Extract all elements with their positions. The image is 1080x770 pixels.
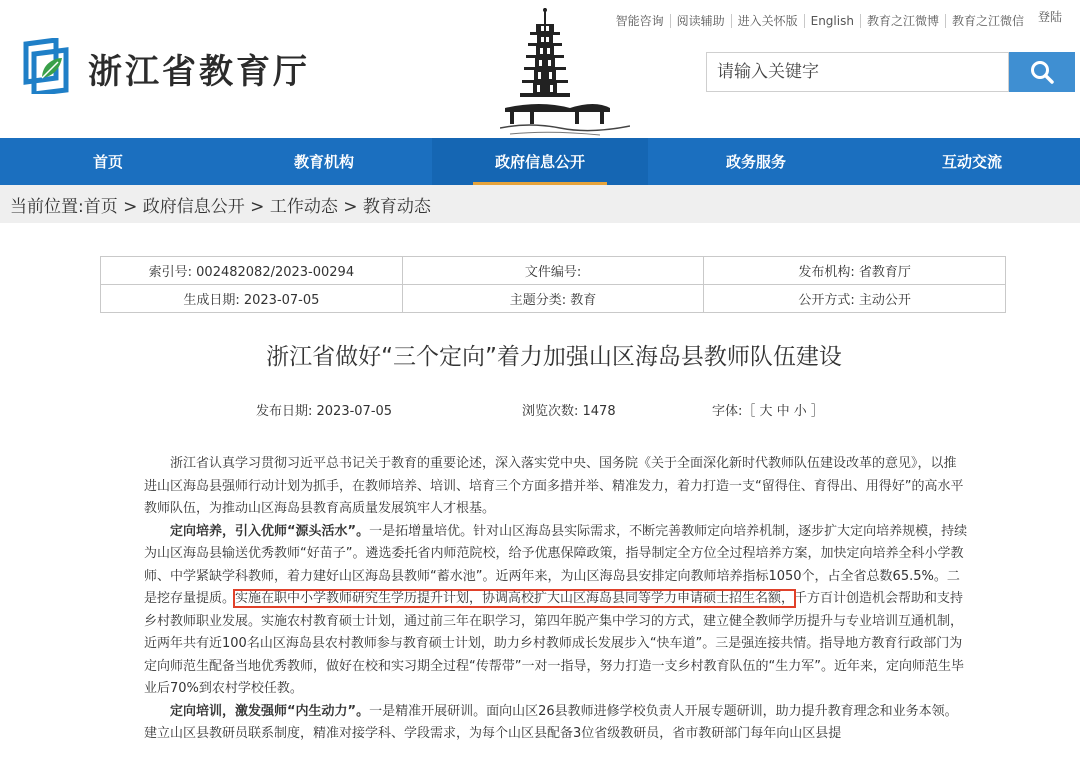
main-nav	[0, 138, 1080, 185]
education-department-logo[interactable]	[20, 38, 74, 94]
login-link[interactable]: 登陆	[1037, 10, 1062, 24]
paragraph-targeted-study	[144, 701, 969, 746]
meta-file-no: 文件编号:	[402, 257, 704, 285]
paragraph-text: 一是精准开展研训。面向山区26县教师进修学校负责人开展专题研训，助力提升教育理念和业务本领。建立山区县教研员联系制度，精准对接学科、学段需求，为每个山区县配备3位省级教研员，省市教研部门每年向山区县提	[144, 703, 958, 741]
search-input[interactable]	[707, 53, 1008, 91]
site-header	[0, 0, 1080, 138]
top-links	[610, 8, 1062, 28]
site-name: 浙江省教育厅	[88, 52, 310, 92]
paragraph-targeted-training	[144, 521, 969, 701]
search-box	[706, 52, 1009, 92]
view-count: 浏览次数: 1478	[522, 404, 616, 419]
nav-institutions[interactable]: 教育机构	[293, 153, 354, 171]
document-meta-table	[100, 256, 1006, 313]
font-size-selector[interactable]: 字体:［ 大 中 小 ］	[712, 404, 824, 419]
heading-targeted-training: 定向培养，引入优师“源头活水”。	[170, 523, 370, 539]
nav-interaction[interactable]: 互动交流	[941, 153, 1002, 171]
meta-category: 主题分类: 教育	[402, 285, 704, 313]
publish-date: 发布日期: 2023-07-05	[256, 404, 393, 419]
link-care-version[interactable]: 进入关怀版	[731, 14, 804, 28]
highlighted-text: 实施在职中小学教师研究生学历提升计划，协调高校扩大山区海岛县同等学力申请硕士招生名额，	[235, 591, 795, 606]
link-wechat[interactable]: 教育之江微信	[945, 14, 1030, 28]
meta-created: 生成日期: 2023-07-05	[101, 285, 403, 313]
paragraph-text: 千方百计创造机会帮助和支持乡村教师职业发展。实施农村教育硕士计划，通过前三年在职学习，第四年脱产集中学习的方式，建立健全教师学历提升与专业培训互通机制，近两年共有近100名山区海岛县农村教师参与教育硕士计划，助力乡村教师成长发展步入“快车道”。三是强连接共情。指导地方教育行政部门为定向师范生配备当地优秀教师，做好在校和实习期全过程“传帮带”一对一指导，努力打造一支乡村教育队伍的“生力军”。近年来，定向师范生毕业后70%到农村学校任教。	[144, 591, 964, 696]
search-icon	[1029, 59, 1055, 85]
link-smart-consult[interactable]: 智能咨询	[615, 14, 664, 28]
search-button[interactable]	[1009, 52, 1075, 92]
meta-publisher: 发布机构: 省教育厅	[704, 257, 1006, 285]
heading-targeted-study: 定向培训，激发强师“内生动力”。	[170, 703, 370, 719]
article-body	[144, 453, 969, 746]
link-weibo[interactable]: 教育之江微博	[860, 14, 945, 28]
link-english[interactable]: English	[804, 14, 860, 28]
link-reading-assist[interactable]: 阅读辅助	[670, 14, 731, 28]
meta-index-no: 索引号: 002482082/2023-00294	[101, 257, 403, 285]
nav-home[interactable]: 首页	[92, 153, 123, 171]
article-title: 浙江省做好“三个定向”着力加强山区海岛县教师队伍建设	[266, 344, 842, 370]
meta-open-mode: 公开方式: 主动公开	[704, 285, 1006, 313]
breadcrumb: 当前位置:首页 > 政府信息公开 > 工作动态 > 教育动态	[0, 185, 1080, 223]
nav-gov-info[interactable]: 政府信息公开	[432, 138, 648, 185]
nav-services[interactable]: 政务服务	[725, 153, 786, 171]
paragraph-text: 一是拓增量培优。针对山区海岛县实际需求，不断完善教师定向培养机制，逐步扩大定向培养规模，持续为山区海岛县输送优秀教师“好苗子”。遴选委托省内师范院校，给予优惠保障政策，指导制定全方位全过程培养方案，加快定向培养全科小学教师、中学紧缺学科教师，着力建好山区海岛县教师“蓄水池”。近两年来，为山区海岛县安排定向教师培养指标1050个，占全省总数65.5%。二是挖存量提质。	[144, 523, 968, 606]
paragraph-intro: 浙江省认真学习贯彻习近平总书记关于教育的重要论述，深入落实党中央、国务院《关于全面深化新时代教师队伍建设改革的意见》，以推进山区海岛县强师行动计划为抓手，在教师培养、培训、培育三个方面多措并举、精准发力，着力打造一支“留得住、育得出、用得好”的高水平教师队伍，为推动山区海岛县教育高质量发展筑牢人才根基。	[144, 456, 964, 516]
